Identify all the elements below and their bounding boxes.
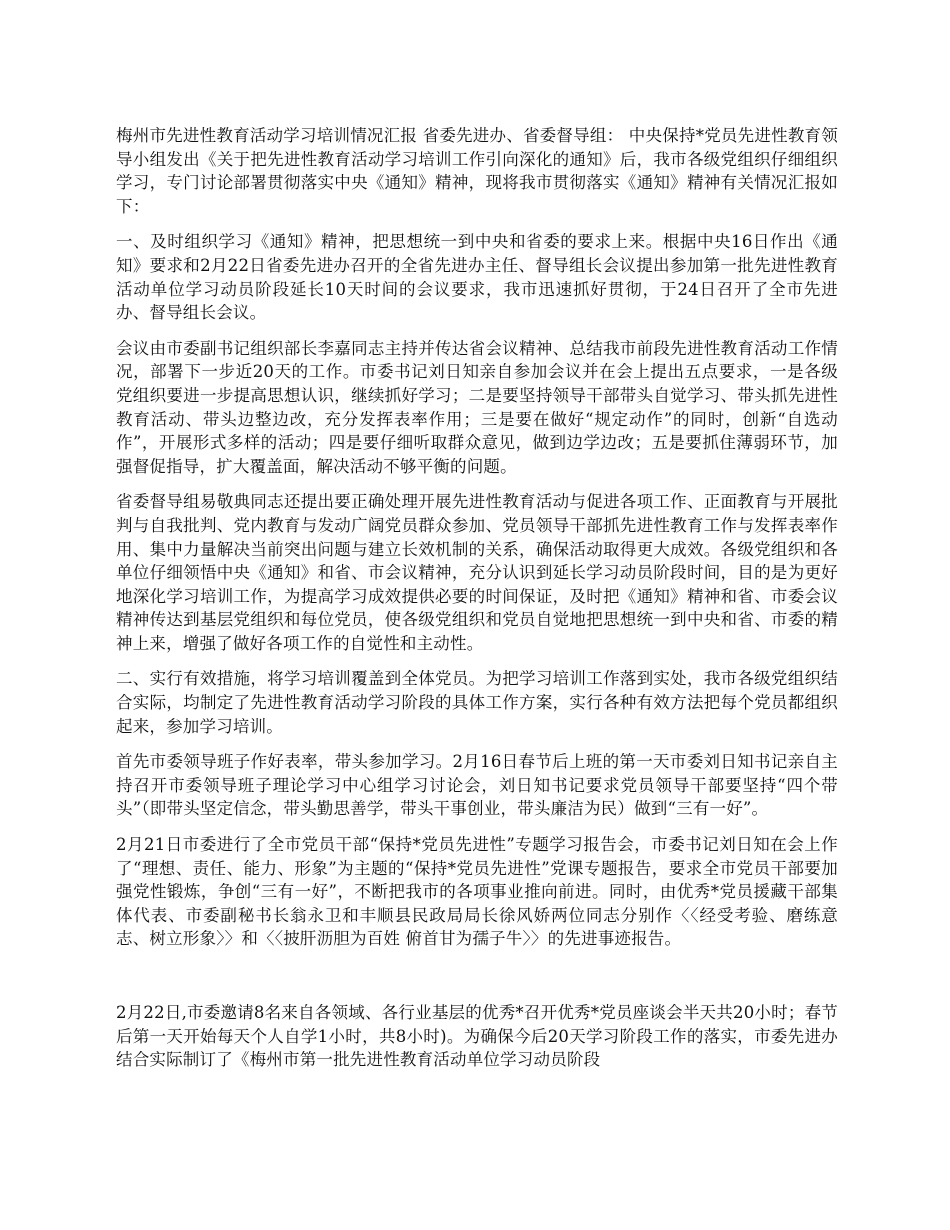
paragraph-symposium: 2月22日,市委邀请8名来自各领域、各行业基层的优秀*召开优秀*党员座谈会半天共20小时；春节后第一天开始每天个人自学1小时，共8小时)。为确保今后20天学习阶段工作的落实，市委先进办结合实际制订了《梅州市第一批先进性教育活动单位学习动员阶段: [116, 1003, 838, 1070]
document-body: [116, 124, 838, 1084]
paragraph-intro: 梅州市先进性教育活动学习培训情况汇报 省委先进办、省委督导组： 中央保持*党员先进性教育领导小组发出《关于把先进性教育活动学习培训工作引向深化的通知》后，我市各级党组织仔细组织学习，专门讨论部署贯彻落实中央《通知》精神，现将我市贯彻落实《通知》精神有关情况汇报如下：: [116, 126, 838, 216]
paragraph-leadership: 首先市委领导班子作好表率，带头参加学习。2月16日春节后上班的第一天市委刘日知书记亲自主持召开市委领导班子理论学习中心组学习讨论会，刘日知书记要求党员领导干部要坚持“四个带头”（即带头坚定信念，带头勤思善学，带头干事创业，带头廉洁为民）做到“三有一好”。: [116, 752, 838, 819]
paragraph-section-two: 二、实行有效措施，将学习培训覆盖到全体党员。为把学习培训工作落到实处，我市各级党组织结合实际，均制定了先进性教育活动学习阶段的具体工作方案，实行各种有效方法把每个党员都组织起来，参加学习培训。: [116, 669, 838, 736]
paragraph-report-meeting: 2月21日市委进行了全市党员干部“保持*党员先进性”专题学习报告会，市委书记刘日知在会上作了“理想、责任、能力、形象”为主题的“保持*党员先进性”党课专题报告，要求全市党员干部要加强党性锻炼，争创“三有一好”，不断把我市的各项事业推向前进。同时，由优秀*党员援藏干部集体代表、市委副秘书长翁永卫和丰顺县民政局局长徐风娇两位同志分别作〈〈经受考验、磨练意志、树立形象〉〉和〈〈披肝沥胆为百姓 俯首甘为孺子牛〉〉的先进事迹报告。: [116, 835, 838, 949]
paragraph-supervision: 省委督导组易敬典同志还提出要正确处理开展先进性教育活动与促进各项工作、正面教育与开展批判与自我批判、党内教育与发动广阔党员群众参加、党员领导干部抓先进性教育工作与发挥表率作用、集中力量解决当前突出问题与建立长效机制的关系，确保活动取得更大成效。各级党组织和各单位仔细领悟中央《通知》和省、市会议精神，充分认识到延长学习动员阶段时间，目的是为更好地深化学习培训工作，为提高学习成效提供必要的时间保证，及时把《通知》精神和省、市委会议精神传达到基层党组织和每位党员，使各级党组织和党员自觉地把思想统一到中央和省、市委的精神上来，增强了做好各项工作的自觉性和主动性。: [116, 492, 838, 653]
paragraph-section-one: 一、及时组织学习《通知》精神，把思想统一到中央和省委的要求上来。根据中央16日作出《通知》要求和2月22日省委先进办召开的全省先进办主任、督导组长会议提出参加第一批先进性教育活动单位学习动员阶段延长10天时间的会议要求，我市迅速抓好贯彻，于24日召开了全市先进办、督导组长会议。: [116, 232, 838, 323]
paragraph-meeting: 会议由市委副书记组织部长李嘉同志主持并传达省会议精神、总结我市前段先进性教育活动工作情况，部署下一步近20天的工作。市委书记刘日知亲自参加会议并在会上提出五点要求，一是各级党组织要进一步提高思想认识，继续抓好学习；二是要坚持领导干部带头自觉学习、带头抓先进性教育活动、带头边整边改，充分发挥表率作用；三是要在做好“规定动作”的同时，创新“自选动作”，开展形式多样的活动；四是要仔细听取群众意见，做到边学边改；五是要抓住薄弱环节，加强督促指导，扩大覆盖面，解决活动不够平衡的问题。: [116, 338, 838, 476]
